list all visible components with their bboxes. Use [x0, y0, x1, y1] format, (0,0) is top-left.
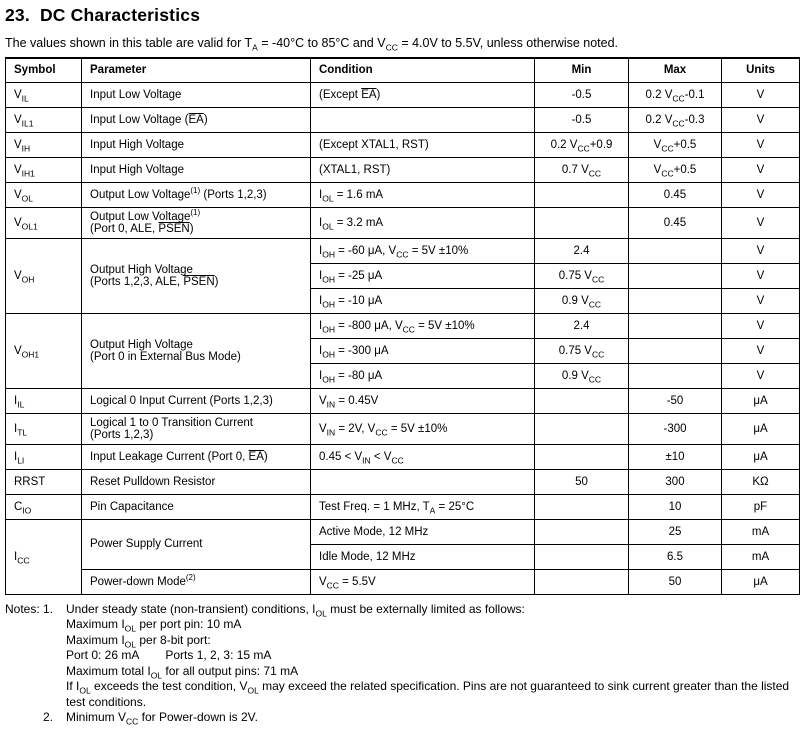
table-row — [6, 182, 800, 207]
dc-characteristics-table — [5, 57, 800, 595]
column-header-cond: Condition — [311, 58, 535, 82]
table-cell-cond: $I_{OH} = -300$ μA — [311, 338, 535, 363]
table-cell-sym: RRST — [6, 469, 82, 494]
table-cell-unit: V — [722, 207, 800, 238]
table-cell-max — [629, 263, 722, 288]
table-cell-min: -0.5 — [535, 82, 629, 107]
table-cell-max: 10 — [629, 494, 722, 519]
table-cell-par: Input Leakage Current (Port 0, $\overline{EA}$) — [82, 444, 311, 469]
section-title-text: DC Characteristics — [39, 5, 201, 25]
note-line: Maximum $I_{OL}$ per 8-bit port: — [66, 632, 211, 649]
table-cell-unit: μA — [722, 444, 800, 469]
column-header-max: Max — [629, 58, 722, 82]
table-cell-max: 0.45 — [629, 182, 722, 207]
table-cell-cond: Test Freq. = 1 MHz, $T_A = 25^\circ C$ — [311, 494, 535, 519]
note-line: Maximum total $I_{OL}$ for all output pins: 71 mA — [66, 663, 299, 680]
table-cell-cond: $0.45 < V_{IN} < V_{CC}$ — [311, 444, 535, 469]
table-row — [6, 107, 800, 132]
notes-section — [5, 602, 797, 726]
table-cell-par: Pin Capacitance — [82, 494, 311, 519]
table-cell-unit: V — [722, 313, 800, 338]
table-cell-par: Input High Voltage — [82, 157, 311, 182]
table-cell-cond: (Except XTAL1, RST) — [311, 132, 535, 157]
table-row — [6, 413, 800, 444]
table-cell-cond: $I_{OL} = 3.2$ mA — [311, 207, 535, 238]
table-row — [6, 157, 800, 182]
note-body — [66, 710, 258, 726]
table-cell-sym: $C_{IO}$ — [6, 494, 82, 519]
table-cell-par: Input Low Voltage — [82, 82, 311, 107]
table-cell-sym: $V_{OH1}$ — [6, 313, 82, 388]
table-cell-unit: V — [722, 338, 800, 363]
note-item — [43, 602, 797, 711]
table-cell-unit: V — [722, 157, 800, 182]
table-cell-cond: $V_{IN} = 2V$, $V_{CC} = 5V \pm 10\%$ — [311, 413, 535, 444]
table-cell-cond: Active Mode, 12 MHz — [311, 519, 535, 544]
note-number: 1. — [43, 601, 54, 616]
table-cell-max — [629, 288, 722, 313]
table-cell-sym: $I_{CC}$ — [6, 519, 82, 594]
table-cell-cond: Idle Mode, 12 MHz — [311, 544, 535, 569]
table-cell-par: Reset Pulldown Resistor — [82, 469, 311, 494]
note-item — [43, 710, 797, 726]
table-cell-min — [535, 494, 629, 519]
table-cell-cond: $V_{IN} = 0.45V$ — [311, 388, 535, 413]
table-cell-sym: $V_{IH1}$ — [6, 157, 82, 182]
table-cell-min — [535, 569, 629, 594]
table-cell-sym: $V_{IH}$ — [6, 132, 82, 157]
table-cell-unit: V — [722, 238, 800, 263]
table-cell-max: 25 — [629, 519, 722, 544]
table-cell-cond: $I_{OH} = -60$ μA, $V_{CC} = 5V \pm 10\%$ — [311, 238, 535, 263]
note-line: Maximum $I_{OL}$ per port pin: 10 mA — [66, 617, 242, 634]
table-cell-min — [535, 388, 629, 413]
table-cell-unit: V — [722, 107, 800, 132]
table-cell-max: $V_{CC}+0.5$ — [629, 132, 722, 157]
table-cell-unit: V — [722, 263, 800, 288]
table-header — [6, 58, 800, 82]
table-cell-min: 0.9 $V_{CC}$ — [535, 288, 629, 313]
table-cell-cond: $I_{OH} = -25$ μA — [311, 263, 535, 288]
table-cell-unit: mA — [722, 544, 800, 569]
column-header-par: Parameter — [82, 58, 311, 82]
table-cell-min — [535, 413, 629, 444]
note-line: If $I_{OL}$ exceeds the test condition, $V_{OL}$ may exceed the related specification. Pins are not guaranteed to sink current greater than the listed test conditions. — [66, 679, 793, 709]
table-cell-cond: (XTAL1, RST) — [311, 157, 535, 182]
table-cell-max: 300 — [629, 469, 722, 494]
table-cell-max: 50 — [629, 569, 722, 594]
table-row — [6, 494, 800, 519]
table-cell-max: 0.45 — [629, 207, 722, 238]
table-cell-par: Output Low Voltage$^{(1)}$ (Ports 1,2,3) — [82, 182, 311, 207]
table-cell-unit: μA — [722, 569, 800, 594]
table-cell-unit: mA — [722, 519, 800, 544]
table-cell-sym: $V_{IL1}$ — [6, 107, 82, 132]
table-cell-unit: V — [722, 182, 800, 207]
table-cell-max — [629, 313, 722, 338]
table-cell-par: Input High Voltage — [82, 132, 311, 157]
table-cell-min: 2.4 — [535, 313, 629, 338]
table-row — [6, 388, 800, 413]
table-cell-max — [629, 238, 722, 263]
table-cell-min: 0.2 $V_{CC}+0.9$ — [535, 132, 629, 157]
table-cell-sym: $I_{IL}$ — [6, 388, 82, 413]
table-cell-min: -0.5 — [535, 107, 629, 132]
table-cell-max: 6.5 — [629, 544, 722, 569]
table-cell-min — [535, 182, 629, 207]
table-cell-par: Output High Voltage (Ports 1,2,3, ALE, PSEN) — [82, 238, 311, 313]
table-cell-unit: μA — [722, 388, 800, 413]
table-cell-cond: $I_{OH} = -800$ μA, $V_{CC} = 5V \pm 10\%$ — [311, 313, 535, 338]
table-cell-unit: V — [722, 132, 800, 157]
note-number: 2. — [43, 710, 54, 724]
table-cell-min: 50 — [535, 469, 629, 494]
table-cell-max: 0.2 $V_{CC}-0.3$ — [629, 107, 722, 132]
table-cell-sym: $V_{OL1}$ — [6, 207, 82, 238]
table-cell-par: Input Low Voltage $(\overline{EA})$ — [82, 107, 311, 132]
table-cell-cond: $V_{CC} = 5.5V$ — [311, 569, 535, 594]
table-cell-min: 2.4 — [535, 238, 629, 263]
table-cell-max — [629, 363, 722, 388]
table-cell-cond: $I_{OH} = -10$ μA — [311, 288, 535, 313]
table-row — [6, 238, 800, 263]
table-cell-sym: $V_{OL}$ — [6, 182, 82, 207]
table-row — [6, 469, 800, 494]
table-cell-min: 0.75 $V_{CC}$ — [535, 338, 629, 363]
table-row — [6, 82, 800, 107]
table-row — [6, 313, 800, 338]
table-cell-cond — [311, 469, 535, 494]
notes-list — [43, 602, 797, 726]
table-cell-par: Power Supply Current — [82, 519, 311, 569]
column-header-sym: Symbol — [6, 58, 82, 82]
table-row — [6, 569, 800, 594]
notes-label: Notes: — [5, 601, 40, 616]
page-title — [5, 5, 797, 26]
note-line: Port 0: 26 mA Ports 1, 2, 3: 15 mA — [66, 648, 272, 662]
note-line: Under steady state (non-transient) conditions, $I_{OL}$ must be externally limited as follows: — [66, 601, 525, 618]
table-cell-min — [535, 207, 629, 238]
table-cell-sym: $V_{IL}$ — [6, 82, 82, 107]
table-cell-max: ±10 — [629, 444, 722, 469]
table-cell-cond: $I_{OH} = -80$ μA — [311, 363, 535, 388]
table-cell-min: 0.7 $V_{CC}$ — [535, 157, 629, 182]
table-cell-par: Output Low Voltage$^{(1)}$ (Port 0, ALE, PSEN) — [82, 207, 311, 238]
table-cell-cond: (Except $\overline{EA}$) — [311, 82, 535, 107]
table-cell-cond — [311, 107, 535, 132]
intro-text: The values shown in this table are valid for $T_A = -40^\circ C$ to 85°C and $V_{CC} = 4.0V$ to 5.5V, unless otherwise noted. — [5, 36, 619, 53]
table-cell-unit: μA — [722, 413, 800, 444]
table-row — [6, 519, 800, 544]
table-cell-par: Logical 0 Input Current (Ports 1,2,3) — [82, 388, 311, 413]
table-cell-sym: $I_{TL}$ — [6, 413, 82, 444]
table-cell-par: Power-down Mode$^{(2)}$ — [82, 569, 311, 594]
table-cell-unit: KΩ — [722, 469, 800, 494]
table-cell-min: 0.9 $V_{CC}$ — [535, 363, 629, 388]
table-cell-par: Output High Voltage (Port 0 in External Bus Mode) — [82, 313, 311, 388]
table-cell-sym: $V_{OH}$ — [6, 238, 82, 313]
note-body — [66, 602, 794, 711]
table-cell-unit: V — [722, 363, 800, 388]
note-line: Minimum $V_{CC}$ for Power-down is 2V. — [66, 710, 258, 727]
table-body — [6, 82, 800, 594]
table-cell-min — [535, 544, 629, 569]
table-header-row — [6, 58, 800, 82]
section-number: 23. — [5, 5, 30, 25]
table-cell-cond: $I_{OL} = 1.6$ mA — [311, 182, 535, 207]
table-cell-sym: $I_{LI}$ — [6, 444, 82, 469]
table-cell-min — [535, 519, 629, 544]
column-header-unit: Units — [722, 58, 800, 82]
table-cell-max: 0.2 $V_{CC}-0.1$ — [629, 82, 722, 107]
column-header-min: Min — [535, 58, 629, 82]
table-cell-unit: pF — [722, 494, 800, 519]
table-cell-unit: V — [722, 288, 800, 313]
table-cell-max — [629, 338, 722, 363]
table-cell-min: 0.75 $V_{CC}$ — [535, 263, 629, 288]
table-cell-max: -300 — [629, 413, 722, 444]
table-cell-unit: V — [722, 82, 800, 107]
table-cell-max: $V_{CC}+0.5$ — [629, 157, 722, 182]
table-cell-min — [535, 444, 629, 469]
table-cell-par: Logical 1 to 0 Transition Current (Ports 1,2,3) — [82, 413, 311, 444]
table-row — [6, 207, 800, 238]
table-row — [6, 444, 800, 469]
table-row — [6, 132, 800, 157]
table-cell-max: -50 — [629, 388, 722, 413]
